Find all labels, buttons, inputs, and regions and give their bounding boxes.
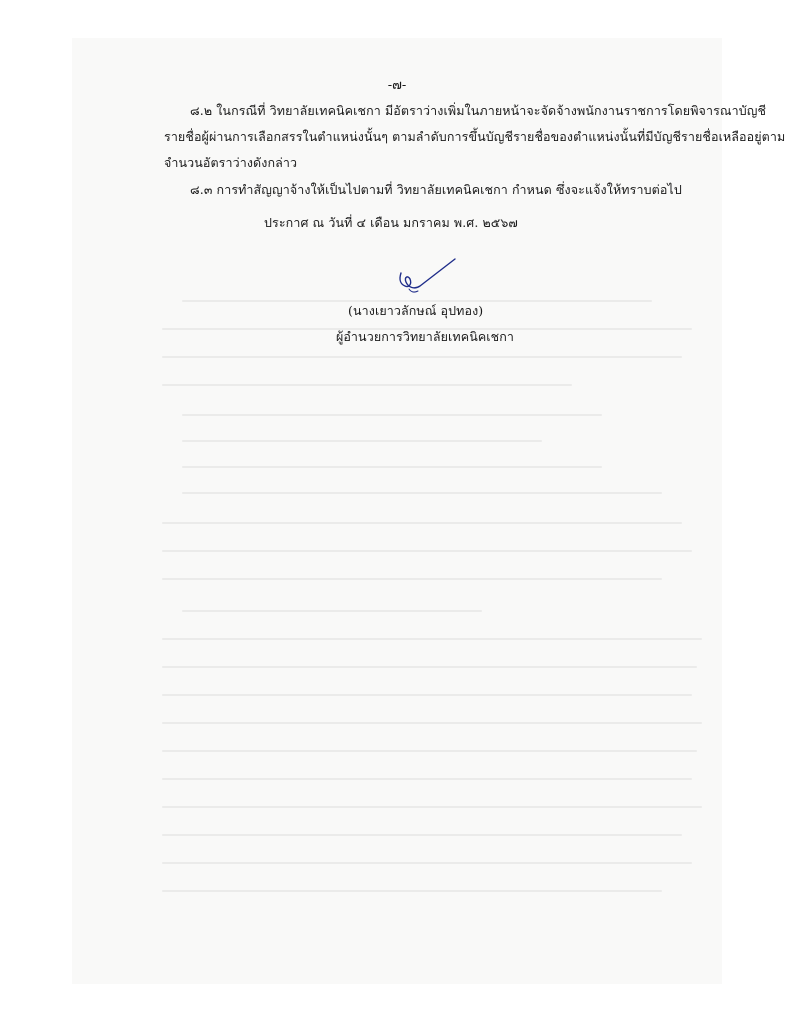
clause-8-2-line-3: จำนวนอัตราว่างดังกล่าว xyxy=(164,155,298,170)
signatory-title: ผู้อำนวยการวิทยาลัยเทคนิคเชกา xyxy=(336,329,515,344)
document-page xyxy=(72,38,786,984)
signature-icon xyxy=(395,253,465,303)
clause-8-2-line-2: รายชื่อผู้ผ่านการเลือกสรรในตำแหน่งนั้นๆ ตามลำดับการขึ้นบัญชีรายชื่อของตำแหน่งนั้นที่มีบัญชีรายชื่อเหลืออยู่ตาม xyxy=(164,129,786,144)
signatory-name: (นางเยาวลักษณ์ อุปทอง) xyxy=(348,303,484,318)
announcement-date: ประกาศ ณ วันที่ ๔ เดือน มกราคม พ.ศ. ๒๕๖๗ xyxy=(264,215,518,230)
page-number: -๗- xyxy=(387,78,407,93)
clause-8-2-line-1: ๘.๒ ในกรณีที่ วิทยาลัยเทคนิคเชกา มีอัตราว่างเพิ่มในภายหน้าจะจัดจ้างพนักงานราชการโดยพิจารณาบัญชี xyxy=(190,103,767,118)
clause-8-3: ๘.๓ การทำสัญญาจ้างให้เป็นไปตามที่ วิทยาลัยเทคนิคเชกา กำหนด ซึ่งจะแจ้งให้ทราบต่อไป xyxy=(190,182,682,197)
